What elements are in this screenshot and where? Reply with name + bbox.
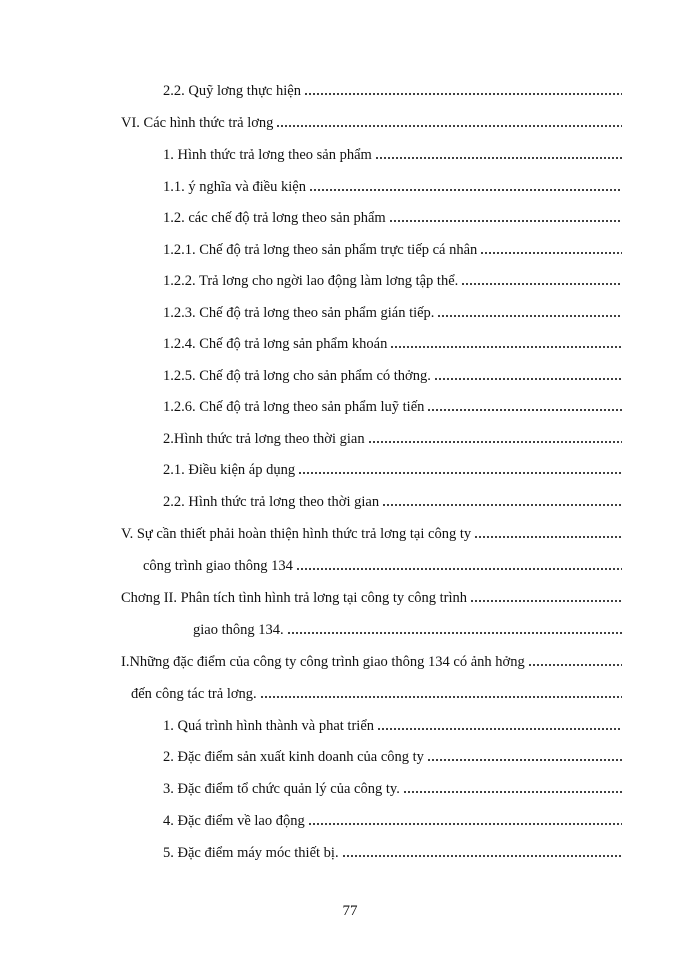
- dot-leader: [308, 822, 622, 826]
- dot-leader: [434, 377, 622, 381]
- toc-entry: [163, 744, 622, 766]
- toc-entry: [163, 394, 622, 416]
- toc-entry: [163, 808, 622, 830]
- dot-leader: [309, 188, 622, 192]
- toc-entry-text: V. Sự cần thiết phải hoàn thiện hình thức trả lơng tại công ty: [121, 526, 472, 542]
- toc-entry-text: 1.2. các chế độ trả lơng theo sản phẩm: [163, 210, 386, 226]
- page-number: 77: [342, 903, 358, 919]
- dot-leader: [368, 440, 622, 444]
- toc-entry-text: VI. Các hình thức trả lơng: [121, 115, 274, 131]
- toc-entry: [121, 110, 622, 132]
- toc-entry-text: 4. Đặc điểm về lao động: [163, 813, 305, 829]
- toc-entry-text: 3. Đặc điểm tổ chức quản lý của công ty.: [163, 781, 400, 797]
- toc-entry: [163, 426, 622, 448]
- toc-entry: [163, 840, 622, 862]
- toc-entry: [163, 268, 622, 290]
- toc-entry: [163, 174, 622, 196]
- toc-entry-text: 1.2.6. Chế độ trả lơng theo sản phẩm luỹ tiến: [163, 399, 425, 415]
- dot-leader: [390, 345, 622, 349]
- toc-entry-text: đến công tác trả lơng.: [131, 686, 257, 702]
- dot-leader: [260, 695, 622, 699]
- toc-entry-text: 1.2.3. Chế độ trả lơng theo sản phẩm gián tiếp.: [163, 305, 435, 321]
- toc-entry: [143, 553, 622, 575]
- dot-leader: [287, 631, 622, 635]
- dot-leader: [377, 727, 622, 731]
- toc-entry-text: 1. Quá trình hình thành và phat triển: [163, 718, 375, 734]
- dot-leader: [427, 758, 622, 762]
- toc-entry-text: 2.Hình thức trả lơng theo thời gian: [163, 431, 365, 447]
- dot-leader: [296, 567, 622, 571]
- toc-entry: [163, 142, 622, 164]
- toc-entry-text: 2. Đặc điểm sản xuất kinh doanh của công ty: [163, 749, 424, 765]
- toc-entry-text: 1.2.4. Chế độ trả lơng sản phẩm khoán: [163, 336, 388, 352]
- toc-entry: [163, 776, 622, 798]
- dot-leader: [427, 408, 622, 412]
- toc-entry: [121, 649, 622, 671]
- toc-entry-text: I.Những đặc điểm của công ty công trình giao thông 134 có ảnh hởng: [121, 654, 525, 670]
- dot-leader: [528, 663, 622, 667]
- dot-leader: [304, 92, 622, 96]
- dot-leader: [382, 503, 622, 507]
- toc-entry-text: 2.1. Điều kiện áp dụng: [163, 462, 296, 478]
- toc-entry: [163, 457, 622, 479]
- toc-entry: [163, 300, 622, 322]
- toc-entry-text: 1.2.1. Chế độ trả lơng theo sản phẩm trực tiếp cá nhân: [163, 242, 478, 258]
- dot-leader: [437, 314, 622, 318]
- dot-leader: [474, 535, 622, 539]
- dot-leader: [375, 156, 622, 160]
- toc-entry-text: giao thông 134.: [193, 622, 284, 638]
- toc-entry: [193, 617, 622, 639]
- toc-entry: [163, 363, 622, 385]
- toc-entry-text: công trình giao thông 134: [143, 558, 293, 574]
- toc-entry: [163, 713, 622, 735]
- dot-leader: [403, 790, 622, 794]
- toc-entry: [121, 585, 622, 607]
- dot-leader: [389, 219, 622, 223]
- toc-entry: [131, 681, 622, 703]
- toc-entry: [163, 78, 622, 100]
- toc-entry-text: 2.2. Hình thức trả lơng theo thời gian: [163, 494, 380, 510]
- toc-entry-text: 1. Hình thức trả lơng theo sản phẩm: [163, 147, 372, 163]
- toc-entry-text: 5. Đặc điểm máy móc thiết bị.: [163, 845, 339, 861]
- dot-leader: [461, 282, 622, 286]
- dot-leader: [470, 599, 622, 603]
- dot-leader: [276, 124, 622, 128]
- toc-entry: [163, 237, 622, 259]
- toc-entry-text: 2.2. Quỹ lơng thực hiện: [163, 83, 301, 99]
- dot-leader: [298, 471, 622, 475]
- toc-entry: [121, 521, 622, 543]
- toc-entry-text: 1.2.5. Chế độ trả lơng cho sản phẩm có thởng.: [163, 368, 431, 384]
- dot-leader: [342, 854, 622, 858]
- dot-leader: [480, 251, 622, 255]
- toc-entry-text: 1.2.2. Trả lơng cho ngời lao động làm lơng tập thể.: [163, 273, 459, 289]
- toc-entry: [163, 489, 622, 511]
- toc-entry-text: Chơng II. Phân tích tình hình trả lơng tại công ty công trình: [121, 590, 467, 606]
- toc-entry: [163, 205, 622, 227]
- toc-entry: [163, 331, 622, 353]
- toc-entry-text: 1.1. ý nghĩa và điều kiện: [163, 179, 306, 195]
